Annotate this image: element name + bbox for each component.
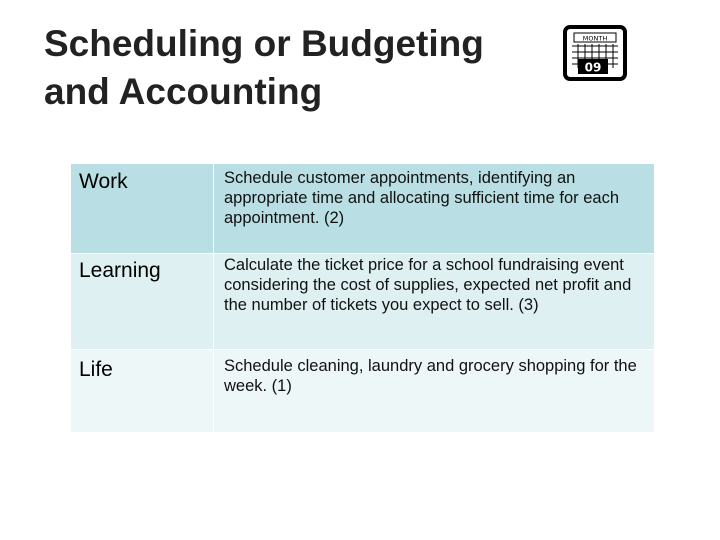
activities-table — [71, 164, 654, 432]
title-line-1: Scheduling or Budgeting — [44, 23, 484, 64]
row-text-life: Schedule cleaning, laundry and grocery shopping for the week. (1) — [224, 357, 637, 395]
calendar-icon — [562, 24, 628, 82]
table-row — [71, 254, 654, 349]
calendar-day-text: 09 — [584, 60, 602, 75]
calendar-header-text: MONTH — [582, 34, 608, 43]
row-text-work: Schedule customer appointments, identifying an appropriate time and allocating sufficient time for each appointment. (2) — [224, 169, 620, 227]
table-row — [71, 164, 654, 253]
row-label-work: Work — [71, 164, 214, 253]
title-line-2: and Accounting — [44, 71, 323, 112]
row-label-life: Life — [71, 350, 214, 432]
row-label-learning: Learning — [71, 254, 214, 349]
page-title — [44, 20, 564, 116]
row-text-learning: Calculate the ticket price for a school fundraising event considering the cost of supplies, expected net profit and the number of tickets you expect to sell. (3) — [224, 256, 632, 314]
table-row — [71, 350, 654, 432]
